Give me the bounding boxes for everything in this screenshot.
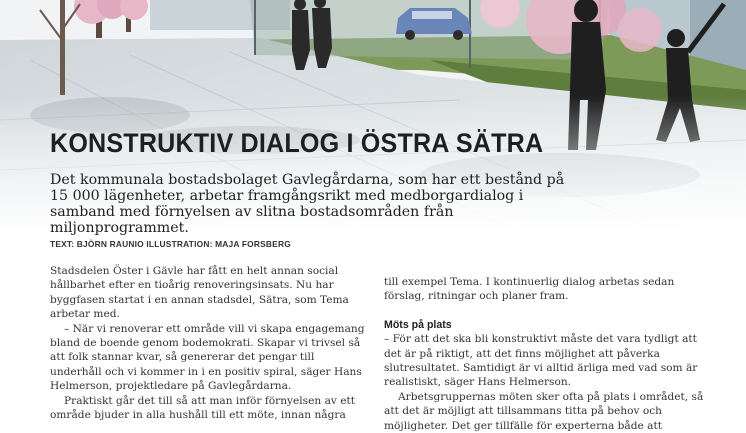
paragraph: till exempel Tema. I kontinuerlig dialog arbetas sedan förslag, ritningar och planer fram. <box>384 276 675 303</box>
paragraph: Stadsdelen Öster i Gävle har fått en helt annan social hållbarhet efter en tioårig renoveringsinsats. Nu har byggfasen startat i en annan stadsdel, Sätra, som Tema arbetar med. <box>50 265 349 321</box>
section-subhead: Möts på plats <box>384 318 452 331</box>
paragraph: Praktiskt går det till så att man inför förnyelsen av ett område bjuder in alla hushåll till ett möte, innan några <box>50 394 356 422</box>
article-headline: KONSTRUKTIV DIALOG I ÖSTRA SÄTRA <box>50 128 544 158</box>
paragraph: – När vi renoverar ett område vill vi skapa engagemang bland de boende genom bodemokrati. Skapar vi trivsel så att folk stannar kvar, så genererar det pengar till underhåll och vi kommer in i en positiv spiral, säger Hans Helmerson, projektledare på Gavlegårdarna. <box>50 322 365 393</box>
paragraph: Arbetsgruppernas möten sker ofta på plats i området, så att det är möjligt att tillsammans titta på behov och möjligheter. Det ger tillfälle för experterna både att <box>384 390 704 432</box>
article-column-1 <box>50 264 366 422</box>
paragraph: – För att det ska bli konstruktivt måste det vara tydligt att det är på riktigt, att det finns möjlighet att påverka slutresultatet. Samtidigt är vi alltid ärliga med vad som är realistiskt, säger Hans Helmerson. <box>384 333 698 389</box>
article-column-2 <box>384 275 709 433</box>
article-credit: TEXT: BJÖRN RAUNIO ILLUSTRATION: MAJA FORSBERG <box>50 239 291 249</box>
article-lead: Det kommunala bostadsbolaget Gavlegårdarna, som har ett bestånd på 15 000 lägenheter, arbetar framgångsrikt med medborgardialog i samband med förnyelsen av slitna bostadsområden från miljonprogrammet. <box>50 172 565 236</box>
